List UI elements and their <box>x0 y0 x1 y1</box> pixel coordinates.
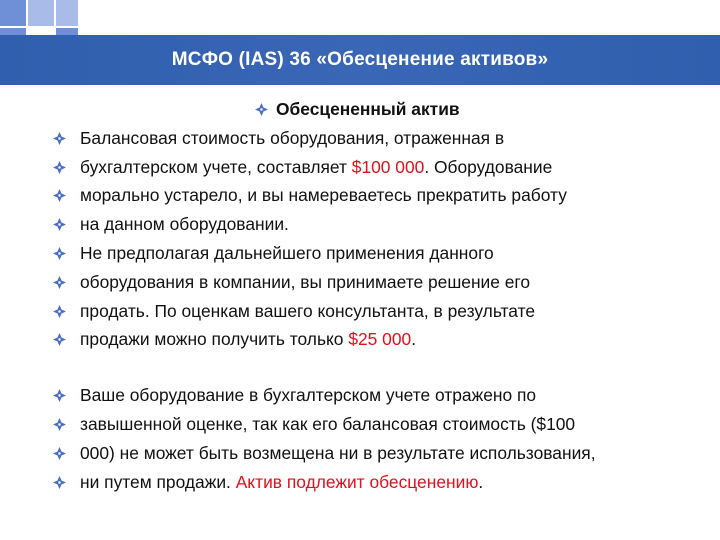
bullet-line <box>50 181 700 210</box>
heading-line <box>50 95 700 124</box>
diamond-bullet-icon <box>255 103 268 116</box>
highlight-text: $25 000 <box>348 329 412 350</box>
bullet-line <box>50 325 700 354</box>
diamond-bullet-icon <box>53 447 66 460</box>
bullet-line <box>50 124 700 153</box>
bullet-line <box>50 210 700 239</box>
bullet-line <box>50 297 700 326</box>
diamond-bullet-icon <box>53 418 66 431</box>
bullet-text: Ваше оборудование в бухгалтерском учете отражено по <box>80 385 537 406</box>
bullet-line <box>50 381 700 410</box>
deco-square-1 <box>0 0 26 26</box>
bullet-text: продать. По оценкам вашего консультанта, в результате <box>80 300 536 321</box>
paragraph-2 <box>50 381 700 496</box>
bullet-text: морально устарело, и вы намереваетесь прекратить работу <box>80 185 567 206</box>
diamond-bullet-icon <box>53 333 66 346</box>
highlight-text: $100 000 <box>351 156 425 177</box>
bullet-line <box>50 468 700 497</box>
diamond-bullet-icon <box>53 247 66 260</box>
paragraph-1 <box>50 124 700 354</box>
diamond-bullet-icon <box>53 389 66 402</box>
slide-content <box>50 95 700 496</box>
bullet-line <box>50 239 700 268</box>
diamond-bullet-icon <box>53 218 66 231</box>
diamond-bullet-icon <box>53 476 66 489</box>
bullet-text: оборудования в компании, вы принимаете решение его <box>80 271 531 292</box>
diamond-bullet-icon <box>53 189 66 202</box>
bullet-text: продажи можно получить только $25 000. <box>80 329 417 350</box>
bullet-line <box>50 268 700 297</box>
diamond-bullet-icon <box>53 161 66 174</box>
bullet-text: ни путем продажи. Актив подлежит обесценению. <box>80 471 484 492</box>
deco-square-3 <box>56 0 78 26</box>
bullet-text: Балансовая стоимость оборудования, отраженная в <box>80 127 505 148</box>
slide-heading: Обесцененный актив <box>276 99 460 119</box>
bullet-text: Не предполагая дальнейшего применения данного <box>80 242 494 263</box>
bullet-text: бухгалтерском учете, составляет $100 000. Оборудование <box>80 156 553 177</box>
diamond-bullet-icon <box>53 276 66 289</box>
bullet-text: на данном оборудовании. <box>80 214 289 235</box>
bullet-text: завышенной оценке, так как его балансовая стоимость ($100 <box>80 413 576 434</box>
bullet-text: 000) не может быть возмещена ни в результате использования, <box>80 442 596 463</box>
highlight-text: Актив подлежит обесценению <box>235 471 479 492</box>
diamond-bullet-icon <box>53 132 66 145</box>
slide-title: МСФО (IAS) 36 «Обесценение активов» <box>171 49 549 70</box>
deco-square-2 <box>28 0 54 26</box>
bullet-line <box>50 439 700 468</box>
bullet-line <box>50 153 700 182</box>
diamond-bullet-icon <box>53 305 66 318</box>
bullet-line <box>50 410 700 439</box>
